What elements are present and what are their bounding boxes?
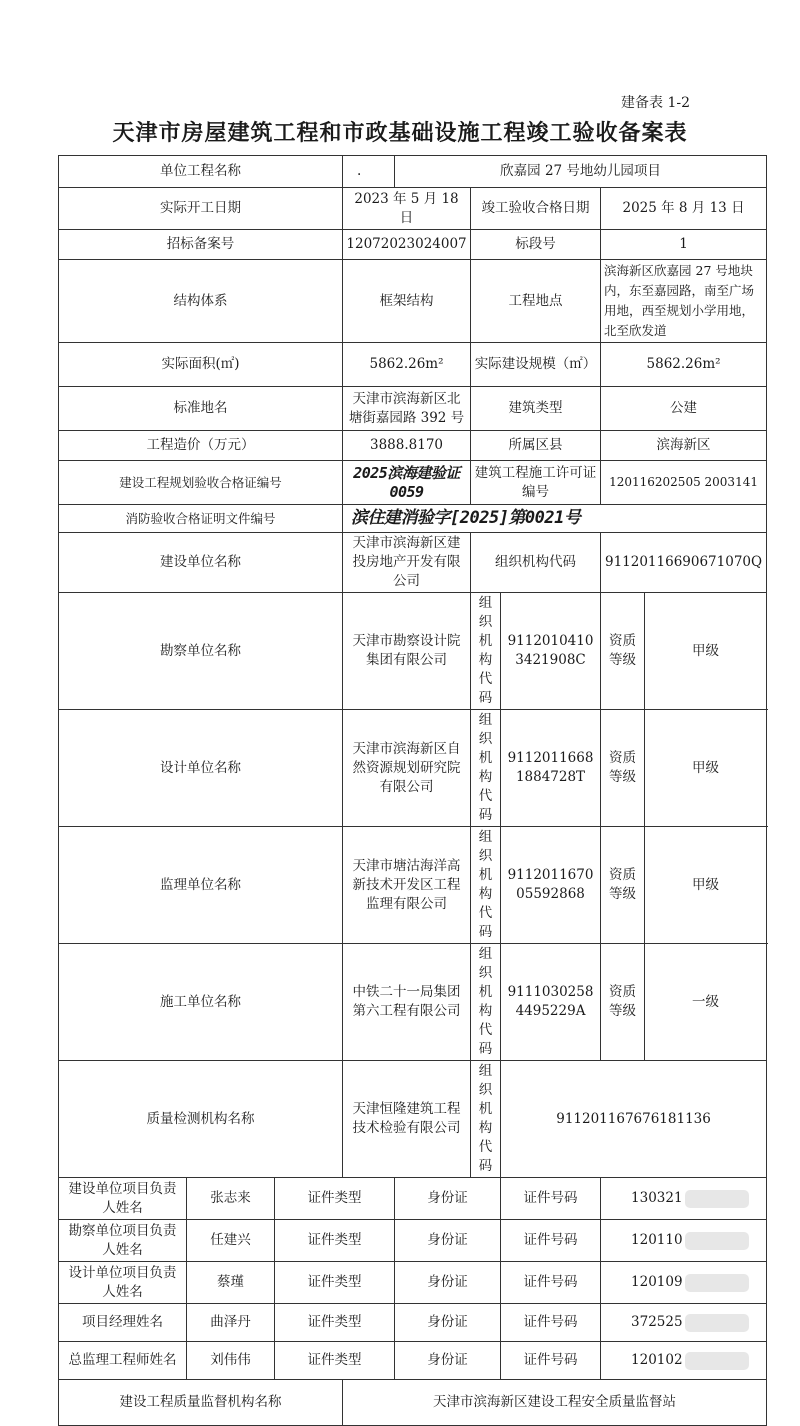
- id-number-label: 证件号码: [501, 1220, 601, 1262]
- id-type-label: 证件类型: [275, 1178, 395, 1220]
- redaction-blur: [685, 1190, 749, 1208]
- location-value: 滨海新区欣嘉园 27 号地块内，东至嘉园路，南至广场用地，西至规划小学用地， 北至欣发道: [601, 260, 767, 343]
- redaction-blur: [685, 1314, 749, 1332]
- construct-qual: 一级: [645, 944, 767, 1061]
- structure-label: 结构体系: [59, 260, 343, 343]
- supervise-name: 天津市塘沽海洋高新技术开发区工程监理有限公司: [343, 827, 471, 944]
- table-row: [59, 593, 767, 710]
- table-row: [59, 533, 767, 593]
- supervise-qual-label: 资质等级: [601, 827, 645, 944]
- table-row: [59, 156, 767, 188]
- area-value: 5862.26m²: [343, 343, 471, 387]
- person-name: 蔡瑾: [187, 1262, 275, 1304]
- record-table: [58, 155, 767, 1426]
- person-role-label: 总监理工程师姓名: [59, 1342, 187, 1380]
- person-role-label: 建设单位项目负责人姓名: [59, 1178, 187, 1220]
- permit-label: 建筑工程施工许可证编号: [471, 461, 601, 505]
- fire-label: 消防验收合格证明文件编号: [59, 505, 343, 533]
- page-title: 天津市房屋建筑工程和市政基础设施工程竣工验收备案表: [112, 121, 688, 146]
- design-code-label: 组织机构代码: [471, 710, 501, 827]
- person-name: 曲泽丹: [187, 1304, 275, 1342]
- supervise-label: 监理单位名称: [59, 827, 343, 944]
- builder-code: 91120116690671070Q: [601, 533, 767, 593]
- id-prefix: 120110: [631, 1232, 683, 1248]
- cost-value: 3888.8170: [343, 431, 471, 461]
- plan-label: 建设工程规划验收合格证编号: [59, 461, 343, 505]
- id-type: 身份证: [395, 1342, 501, 1380]
- plan-number-handwritten: 2025滨海建验证0059: [343, 461, 471, 505]
- id-type: 身份证: [395, 1262, 501, 1304]
- person-name: 任建兴: [187, 1220, 275, 1262]
- builder-label: 建设单位名称: [59, 533, 343, 593]
- location-label: 工程地点: [471, 260, 601, 343]
- id-number-label: 证件号码: [501, 1342, 601, 1380]
- table-row: [59, 461, 767, 505]
- name-label: 单位工程名称: [59, 156, 343, 188]
- table-row: [59, 505, 767, 533]
- name-dot: .: [343, 156, 395, 188]
- table-row: [59, 230, 767, 260]
- design-label: 设计单位名称: [59, 710, 343, 827]
- table-row: [59, 1342, 767, 1380]
- redaction-blur: [685, 1232, 749, 1250]
- id-prefix: 120102: [631, 1352, 683, 1368]
- inspect-label: 质量检测机构名称: [59, 1061, 343, 1178]
- fire-number-handwritten: 滨住建消验字[2025]第0021号: [343, 505, 767, 533]
- redaction-blur: [685, 1274, 749, 1292]
- person-role-label: 勘察单位项目负责人姓名: [59, 1220, 187, 1262]
- id-number: [601, 1178, 767, 1220]
- supervise-code-label: 组织机构代码: [471, 827, 501, 944]
- design-qual-label: 资质等级: [601, 710, 645, 827]
- construct-code: 91110302584495229A: [501, 944, 601, 1061]
- table-row: [59, 1262, 767, 1304]
- project-name: 欣嘉园 27 号地幼儿园项目: [395, 156, 767, 188]
- section-label: 标段号: [471, 230, 601, 260]
- id-type: 身份证: [395, 1220, 501, 1262]
- construct-label: 施工单位名称: [59, 944, 343, 1061]
- start-date: 2023 年 5 月 18 日: [343, 188, 471, 230]
- section-no: 1: [601, 230, 767, 260]
- person-role-label: 项目经理姓名: [59, 1304, 187, 1342]
- person-role-label: 设计单位项目负责人姓名: [59, 1262, 187, 1304]
- supervision-name: 天津市滨海新区建设工程安全质量监督站: [343, 1380, 767, 1426]
- id-number: [601, 1220, 767, 1262]
- table-row: [59, 387, 767, 431]
- id-number-label: 证件号码: [501, 1262, 601, 1304]
- id-number-label: 证件号码: [501, 1178, 601, 1220]
- form-number: 建备表 1-2: [621, 95, 690, 111]
- type-label: 建筑类型: [471, 387, 601, 431]
- id-type: 身份证: [395, 1304, 501, 1342]
- table-row: [59, 710, 767, 827]
- supervise-qual: 甲级: [645, 827, 767, 944]
- table-row: [59, 1380, 767, 1426]
- id-type-label: 证件类型: [275, 1262, 395, 1304]
- district-label: 所属区县: [471, 431, 601, 461]
- table-row: [59, 1220, 767, 1262]
- permit-number: 120116202505 2003141: [601, 461, 767, 505]
- id-number: [601, 1304, 767, 1342]
- construct-name: 中铁二十一局集团第六工程有限公司: [343, 944, 471, 1061]
- tender-label: 招标备案号: [59, 230, 343, 260]
- scale-value: 5862.26m²: [601, 343, 767, 387]
- builder-name: 天津市滨海新区建投房地产开发有限公司: [343, 533, 471, 593]
- table-row: [59, 260, 767, 343]
- survey-qual: 甲级: [645, 593, 767, 710]
- start-label: 实际开工日期: [59, 188, 343, 230]
- person-name: 张志来: [187, 1178, 275, 1220]
- survey-code-label: 组织机构代码: [471, 593, 501, 710]
- design-name: 天津市滨海新区自然资源规划研究院有限公司: [343, 710, 471, 827]
- id-type-label: 证件类型: [275, 1342, 395, 1380]
- id-prefix: 130321: [631, 1190, 683, 1206]
- person-name: 刘伟伟: [187, 1342, 275, 1380]
- id-type-label: 证件类型: [275, 1304, 395, 1342]
- inspect-name: 天津恒隆建筑工程技术检验有限公司: [343, 1061, 471, 1178]
- id-prefix: 372525: [631, 1314, 683, 1330]
- accept-label: 竣工验收合格日期: [471, 188, 601, 230]
- address-label: 标准地名: [59, 387, 343, 431]
- survey-qual-label: 资质等级: [601, 593, 645, 710]
- survey-code: 91120104103421908C: [501, 593, 601, 710]
- inspect-code-label: 组织机构代码: [471, 1061, 501, 1178]
- address-value: 天津市滨海新区北塘街嘉园路 392 号: [343, 387, 471, 431]
- table-row: [59, 1061, 767, 1178]
- id-type: 身份证: [395, 1178, 501, 1220]
- scale-label: 实际建设规模（㎡）: [471, 343, 601, 387]
- district-value: 滨海新区: [601, 431, 767, 461]
- table-row: [59, 343, 767, 387]
- id-prefix: 120109: [631, 1274, 683, 1290]
- id-number-label: 证件号码: [501, 1304, 601, 1342]
- area-label: 实际面积(㎡): [59, 343, 343, 387]
- construct-qual-label: 资质等级: [601, 944, 645, 1061]
- table-row: [59, 1304, 767, 1342]
- inspect-code: 911201167676181136: [501, 1061, 767, 1178]
- structure-value: 框架结构: [343, 260, 471, 343]
- redaction-blur: [685, 1352, 749, 1370]
- table-row: [59, 944, 767, 1061]
- design-qual: 甲级: [645, 710, 767, 827]
- tender-no: 12072023024007: [343, 230, 471, 260]
- survey-name: 天津市勘察设计院集团有限公司: [343, 593, 471, 710]
- supervise-code: 911201167005592868: [501, 827, 601, 944]
- type-value: 公建: [601, 387, 767, 431]
- accept-date: 2025 年 8 月 13 日: [601, 188, 767, 230]
- construct-code-label: 组织机构代码: [471, 944, 501, 1061]
- table-row: [59, 431, 767, 461]
- survey-label: 勘察单位名称: [59, 593, 343, 710]
- id-number: [601, 1342, 767, 1380]
- id-number: [601, 1262, 767, 1304]
- table-row: [59, 188, 767, 230]
- cost-label: 工程造价（万元）: [59, 431, 343, 461]
- table-row: [59, 827, 767, 944]
- builder-code-label: 组织机构代码: [471, 533, 601, 593]
- id-type-label: 证件类型: [275, 1220, 395, 1262]
- table-row: [59, 1178, 767, 1220]
- supervision-label: 建设工程质量监督机构名称: [59, 1380, 343, 1426]
- design-code: 91120116681884728T: [501, 710, 601, 827]
